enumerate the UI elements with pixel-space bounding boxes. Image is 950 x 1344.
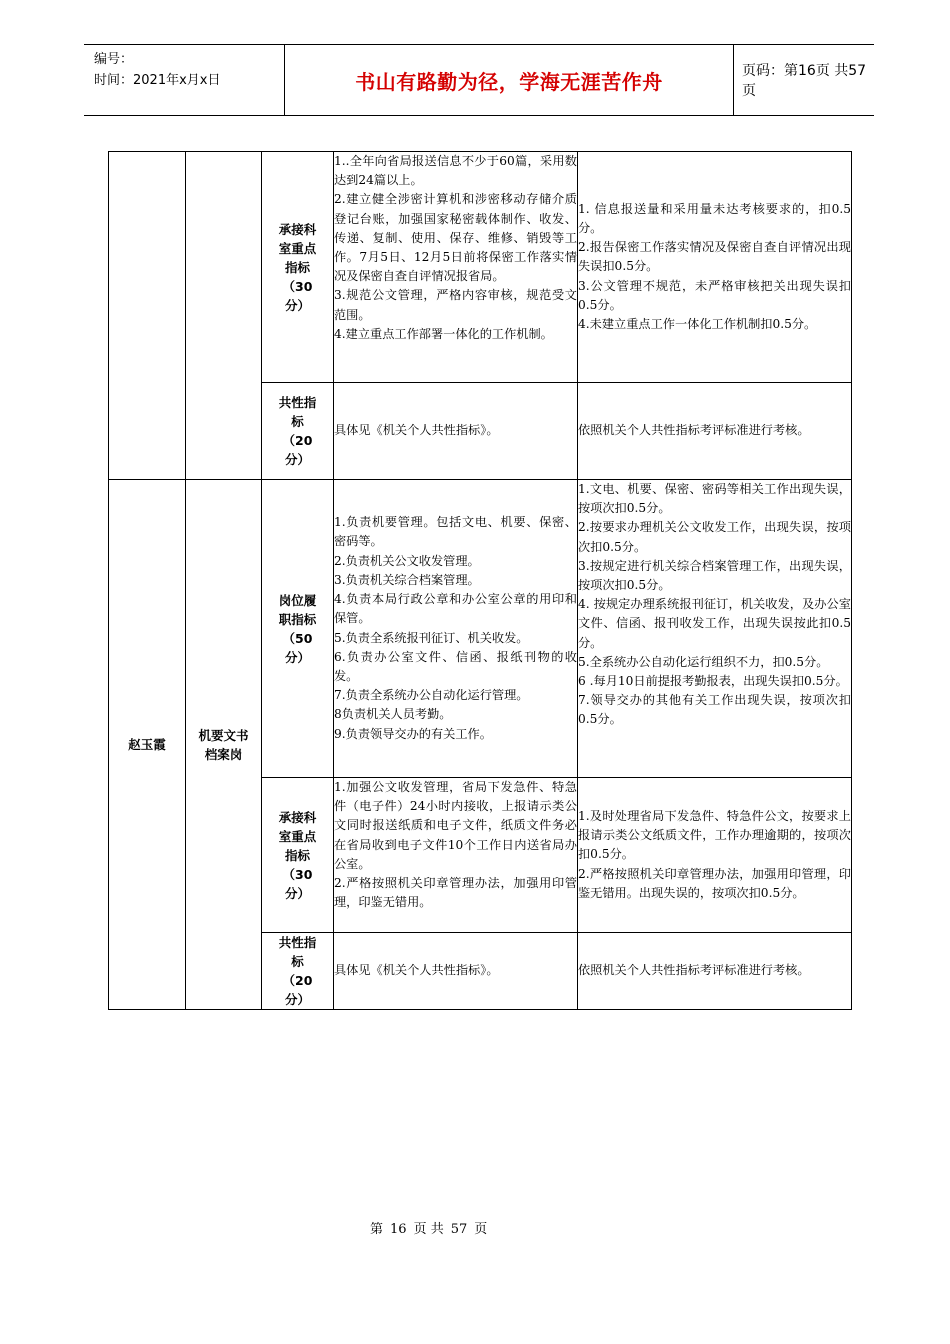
content-item: 7.负责全系统办公自动化运行管理。 [334,688,529,703]
criteria-item: 2.严格按照机关印章管理办法，加强用印管理，印鉴无错用。出现失误的，按项次扣0.5分。 [578,866,851,900]
content-item: 4.建立重点工作部署一体化的工作机制。 [334,326,553,341]
content-item: 4.负责本局行政公章和办公室公章的用印和保管。 [334,592,577,626]
footer-page-total: 57 [450,1222,468,1237]
content-cell [334,778,578,933]
content-cell [334,152,578,383]
content-item: 8负责机关人员考勤。 [334,707,452,722]
content-item: 1..全年向省局报送信息不少于60篇，采用数达到24篇以上。 [334,154,577,188]
footer-page-num: 16 [390,1222,407,1237]
criteria-item: 1.文电、机要、保密、密码等相关工作出现失误，按项次扣0.5分。 [578,482,851,516]
category-label: 承接科室重点指标（30分） [278,221,317,313]
criteria-item: 2.按要求办理机关公文收发工作，出现失误，按项次扣0.5分。 [578,520,851,554]
indicator-table [108,151,852,1010]
category-label: 承接科室重点指标（30分） [278,809,317,901]
criteria-cell [578,480,852,778]
person-name: 赵玉霞 [109,480,186,1010]
content-item: 具体见《机关个人共性指标》。 [334,963,499,978]
post-cell [186,480,262,1010]
content-item: 具体见《机关个人共性指标》。 [334,423,499,438]
person-cell-empty [109,152,186,480]
criteria-cell [578,778,852,933]
content-item: 3.规范公文管理，严格内容审核，规范受文范围。 [334,288,577,322]
category-cell [262,778,334,933]
number-label: 编号： [94,52,134,67]
category-cell [262,383,334,480]
criteria-cell [578,933,852,1010]
content-item: 9.负责领导交办的有关工作。 [334,726,492,741]
criteria-item: 6 .每月10日前提报考勤报表，出现失误扣0.5分。 [578,674,848,689]
criteria-item: 1. 信息报送量和采用量未达考核要求的，扣0.5分。 [578,201,851,235]
footer-page-mid: 页 共 [413,1222,444,1237]
date-label: 时间：2021年x月x日 [94,73,221,88]
criteria-cell [578,152,852,383]
content-item: 1.加强公文收发管理，省局下发急件、特急件（电子件）24小时内接收，上报请示类公文同时报送纸质和电子文件，纸质文件务必在省局收到电子文件10个工作日内送省局办公室。 [334,780,577,871]
header-motto: 书山有路勤为径，学海无涯苦作舟 [284,45,734,115]
content-item: 2.严格按照机关印章管理办法，加强用印管理，印鉴无错用。 [334,876,577,910]
criteria-item: 3.公文管理不规范，未严格审核把关出现失误扣0.5分。 [578,278,851,312]
content-item: 3.负责机关综合档案管理。 [334,572,480,587]
content-item: 2.建立健全涉密计算机和涉密移动存储介质登记台账，加强国家秘密载体制作、收发、传递、复制、使用、保存、维修、销毁等工作。7月5日、12月5日前将保密工作落实情况及保密自查自评情况报省局。 [334,192,577,284]
criteria-item: 3.按规定进行机关综合档案管理工作，出现失误，按项次扣0.5分。 [578,558,851,593]
table-row [109,152,852,383]
post-cell-empty [186,152,262,480]
category-cell [262,480,334,778]
category-cell [262,152,334,383]
category-label: 共性指标（20分） [278,395,317,467]
criteria-item: 依照机关个人共性指标考评标准进行考核。 [578,963,810,978]
header-meta [94,49,220,91]
criteria-cell [578,383,852,480]
content-cell [334,480,578,778]
content-cell [334,933,578,1010]
criteria-item: 1.及时处理省局下发急件、特急件公文，按要求上报请示类公文纸质文件，工作办理逾期的，按项次扣0.5分。 [578,808,851,862]
page-footer [0,1218,950,1237]
table-row [109,480,852,778]
criteria-item: 4.未建立重点工作一体化工作机制扣0.5分。 [578,317,817,331]
header-page-label: 页码：第16页 共57页 [742,63,867,99]
category-label: 共性指标（20分） [278,935,317,1007]
content-cell [334,383,578,480]
criteria-item: 2.报告保密工作落实情况及保密自查自评情况出现失误扣0.5分。 [578,240,851,274]
footer-page-suffix: 页 [474,1222,488,1237]
footer-page-prefix: 第 [370,1222,384,1237]
content-item: 2.负责机关公文收发管理。 [334,553,480,568]
category-cell [262,933,334,1010]
criteria-item: 7.领导交办的其他有关工作出现失误，按项次扣0.5分。 [578,693,851,727]
content-item: 6.负责办公室文件、信函、报纸刊物的收发。 [334,649,577,683]
page-header [84,44,874,116]
content-item: 1.负责机要管理。包括文电、机要、保密、密码等。 [334,515,577,549]
criteria-item: 5.全系统办公自动化运行组织不力，扣0.5分。 [578,654,829,669]
criteria-item: 4. 按规定办理系统报刊征订，机关收发，及办公室文件、信函、报刊收发工作，出现失误按此扣0.5分。 [578,597,851,650]
post-name: 机要文书档案岗 [198,727,249,762]
criteria-item: 依照机关个人共性指标考评标准进行考核。 [578,423,810,438]
category-label: 岗位履职指标（50分） [278,592,317,665]
content-item: 5.负责全系统报刊征订、机关收发。 [334,630,529,645]
